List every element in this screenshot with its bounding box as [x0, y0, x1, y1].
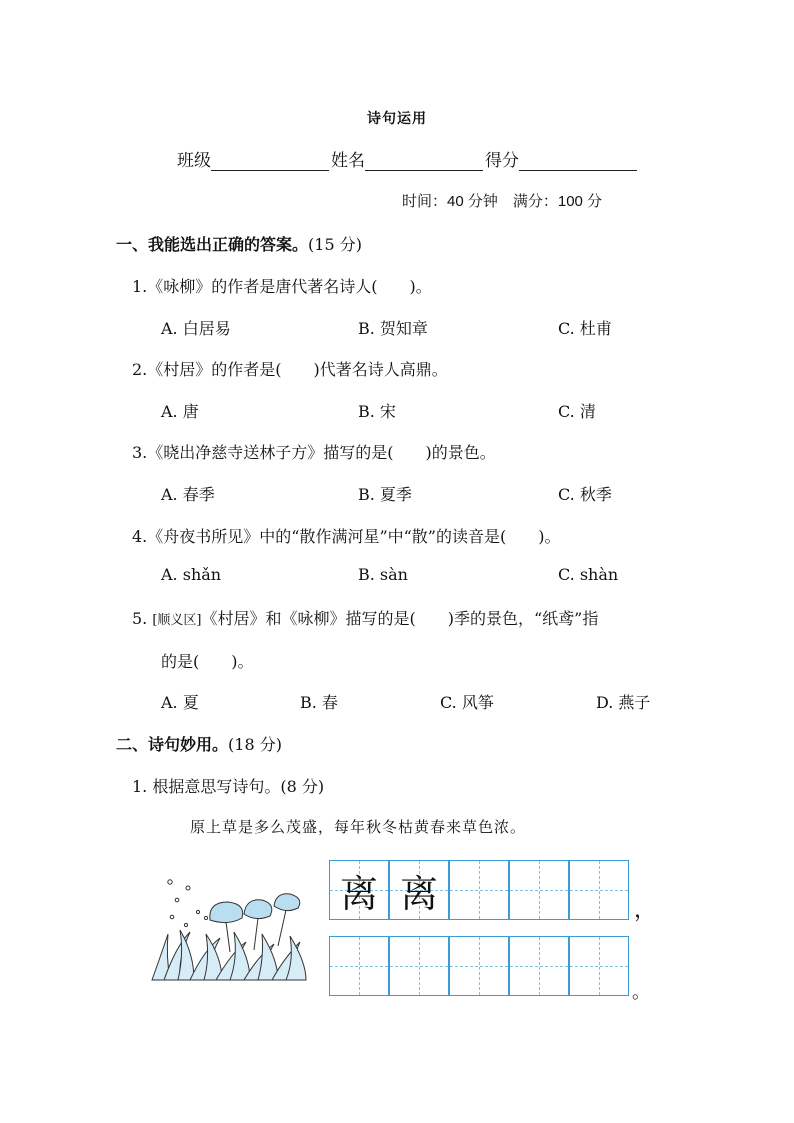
section1-title: 一、我能选出正确的答案。 — [116, 235, 309, 254]
grid-cell[interactable] — [509, 936, 569, 996]
question-4: 4.《舟夜书所见》中的“散作满河星”中“散”的读音是( )。 — [132, 527, 561, 546]
grid-char: 离 — [399, 871, 438, 916]
q4-option-b[interactable]: B. sàn — [358, 565, 408, 584]
q5-option-a[interactable]: A. 夏 — [161, 693, 199, 712]
q5-option-b[interactable]: B. 春 — [300, 693, 338, 712]
grid-cell[interactable] — [389, 860, 449, 920]
q5-number: 5. — [132, 609, 148, 628]
question-1: 1.《咏柳》的作者是唐代著名诗人( )。 — [132, 277, 432, 296]
q5-option-c[interactable]: C. 风筝 — [440, 693, 494, 712]
q2-option-b[interactable]: B. 宋 — [358, 402, 396, 421]
q1-option-c[interactable]: C. 杜甫 — [558, 319, 612, 338]
grid-cell[interactable] — [569, 860, 629, 920]
name-blank[interactable] — [365, 150, 483, 171]
seed-dot-5 — [196, 910, 199, 913]
puff-2 — [244, 900, 272, 919]
q1-option-b[interactable]: B. 贺知章 — [358, 319, 428, 338]
poem-meaning: 原上草是多么茂盛，每年秋冬枯黄春来草色浓。 — [190, 818, 527, 836]
section2-title: 二、诗句妙用。 — [116, 735, 229, 754]
q1-option-a[interactable]: A. 白居易 — [161, 319, 231, 338]
page-title: 诗句运用 — [367, 111, 427, 127]
score-label: 得分 — [485, 151, 519, 171]
question-2: 2.《村居》的作者是( )代著名诗人高鼎。 — [132, 360, 448, 379]
q4-option-c[interactable]: C. shàn — [558, 565, 619, 584]
class-label: 班级 — [177, 151, 211, 171]
section2-sub1: 1. 根据意思写诗句。(8 分) — [132, 777, 325, 796]
grid-cell[interactable] — [449, 860, 509, 920]
seed-dot-1 — [168, 880, 172, 884]
q2-option-c[interactable]: C. 清 — [558, 402, 596, 421]
class-blank[interactable] — [211, 150, 329, 171]
q5-option-d[interactable]: D. 燕子 — [596, 693, 651, 712]
question-3: 3.《晓出净慈寺送林子方》描写的是( )的景色。 — [132, 443, 496, 462]
section1-heading — [116, 232, 362, 255]
seed-dot-4 — [170, 915, 174, 919]
seed-dot-6 — [204, 916, 207, 919]
writing-grid-row-2 — [329, 936, 631, 996]
grid-cell[interactable] — [329, 936, 389, 996]
seed-dot-3 — [175, 898, 179, 902]
q3-option-a[interactable]: A. 春季 — [161, 485, 215, 504]
grid-char — [510, 861, 568, 919]
row2-period: 。 — [632, 982, 650, 1003]
section1-points: (15 分) — [308, 235, 362, 254]
q2-option-a[interactable]: A. 唐 — [161, 402, 199, 421]
grid-cell[interactable] — [389, 936, 449, 996]
seed-dot-7 — [184, 923, 187, 926]
puff-1 — [210, 902, 243, 923]
q5-region-tag: [顺义区] — [152, 613, 202, 628]
grid-char — [450, 861, 508, 919]
student-info-line — [177, 146, 639, 171]
grass-illustration — [150, 872, 310, 984]
q3-option-b[interactable]: B. 夏季 — [358, 485, 412, 504]
grid-cell[interactable] — [569, 936, 629, 996]
grid-cell[interactable] — [509, 860, 569, 920]
q5-text-line2: 的是( )。 — [161, 652, 254, 671]
seed-dot-2 — [186, 886, 190, 890]
puff-3 — [274, 894, 300, 911]
grid-cell[interactable] — [329, 860, 389, 920]
section2-heading — [116, 732, 282, 755]
grid-char: 离 — [339, 871, 378, 916]
time-and-score-info: 时间：40 分钟 满分：100 分 — [402, 193, 603, 210]
q5-text-line1: 《村居》和《咏柳》描写的是( )季的景色，“纸鸢”指 — [201, 609, 599, 628]
name-label: 姓名 — [331, 151, 365, 171]
score-blank[interactable] — [519, 150, 637, 171]
row1-comma: ， — [634, 898, 657, 923]
question-5 — [132, 606, 598, 629]
writing-grid-row-1 — [329, 860, 631, 920]
grid-cell[interactable] — [449, 936, 509, 996]
section2-points: (18 分) — [228, 735, 282, 754]
q4-option-a[interactable]: A. shǎn — [161, 565, 222, 584]
grid-char — [570, 861, 628, 919]
q3-option-c[interactable]: C. 秋季 — [558, 485, 612, 504]
